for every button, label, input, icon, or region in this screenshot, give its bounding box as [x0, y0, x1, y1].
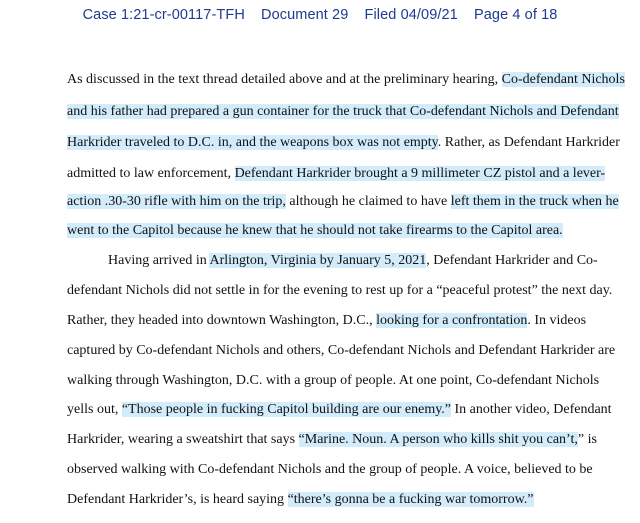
text-line: [67, 103, 619, 121]
text-run: As discussed in the text thread detailed above and at the preliminary hearing,: [67, 72, 502, 87]
text-line: [67, 372, 600, 390]
text-run: Defendant Harkrider’s, is heard saying: [67, 492, 288, 507]
text-line: [67, 71, 625, 89]
text-line: [67, 193, 619, 211]
highlighted-text: looking for a confrontation: [376, 313, 528, 328]
highlighted-text: action .30-30 rifle with him on the trip,: [67, 194, 286, 209]
text-run: Having arrived in: [108, 253, 210, 268]
text-run: walking through Washington, D.C. with a group of people. At one point, Co-defendant Nichols: [67, 373, 600, 388]
text-line: [67, 134, 620, 152]
case-number: Case 1:21-cr-00117-TFH: [82, 7, 245, 23]
text-run: observed walking with Co-defendant Nichols and the group of people. A voice, believed to be: [67, 462, 593, 477]
text-line: [67, 165, 606, 183]
text-run: . Rather, as Defendant Harkrider: [437, 135, 620, 150]
document-header: [0, 7, 640, 23]
highlighted-text: Harkrider traveled to D.C. in, and the weapons box was not empty: [67, 135, 438, 150]
filed-date: Filed 04/09/21: [364, 7, 458, 23]
text-run: Rather, they headed into downtown Washington, D.C.,: [67, 313, 377, 328]
text-line: [67, 342, 616, 360]
text-line: [108, 252, 598, 270]
highlighted-text: Arlington, Virginia by January 5, 2021: [209, 253, 427, 268]
text-line: [67, 491, 577, 509]
text-run: . In videos: [527, 313, 587, 328]
text-run: ” is: [577, 432, 597, 447]
highlighted-text: and his father had prepared a gun container for the truck that Co-defendant Nichols and Defendant: [67, 104, 619, 119]
highlighted-text: Co-defendant Nichols: [501, 72, 625, 87]
text-line: [67, 222, 577, 240]
text-run: , Defendant Harkrider and Co-: [426, 253, 598, 268]
text-run: yells out,: [67, 402, 122, 417]
text-run: although he claimed to have: [285, 194, 451, 209]
highlighted-text: “there’s gonna be a fucking war tomorrow.”: [287, 492, 534, 507]
text-run: In another video, Defendant: [451, 402, 612, 417]
text-line: [67, 282, 613, 300]
highlighted-text: “Those people in fucking Capitol building are our enemy.”: [121, 402, 452, 417]
highlighted-text: went to the Capitol because he knew that he should not take firearms to the Capitol area.: [67, 223, 563, 238]
text-run: Harkrider, wearing a sweatshirt that says: [67, 432, 299, 447]
document-number: Document 29: [261, 7, 349, 23]
highlighted-text: Defendant Harkrider brought a 9 millimeter CZ pistol and a lever-: [234, 166, 606, 181]
text-line: [67, 401, 612, 419]
highlighted-text: “Marine. Noun. A person who kills shit you can’t,: [298, 432, 578, 447]
text-run: captured by Co-defendant Nichols and others, Co-defendant Nichols and Defendant Harkrider are: [67, 343, 616, 358]
page-number: Page 4 of 18: [473, 7, 558, 23]
text-line: [67, 431, 597, 449]
text-run: defendant Nichols did not settle in for the evening to rest up for a “peaceful protest” the next day.: [67, 283, 613, 298]
text-run: admitted to law enforcement,: [67, 166, 235, 181]
highlighted-text: left them in the truck when he: [450, 194, 619, 209]
text-line: [67, 461, 593, 479]
text-line: [67, 312, 587, 330]
